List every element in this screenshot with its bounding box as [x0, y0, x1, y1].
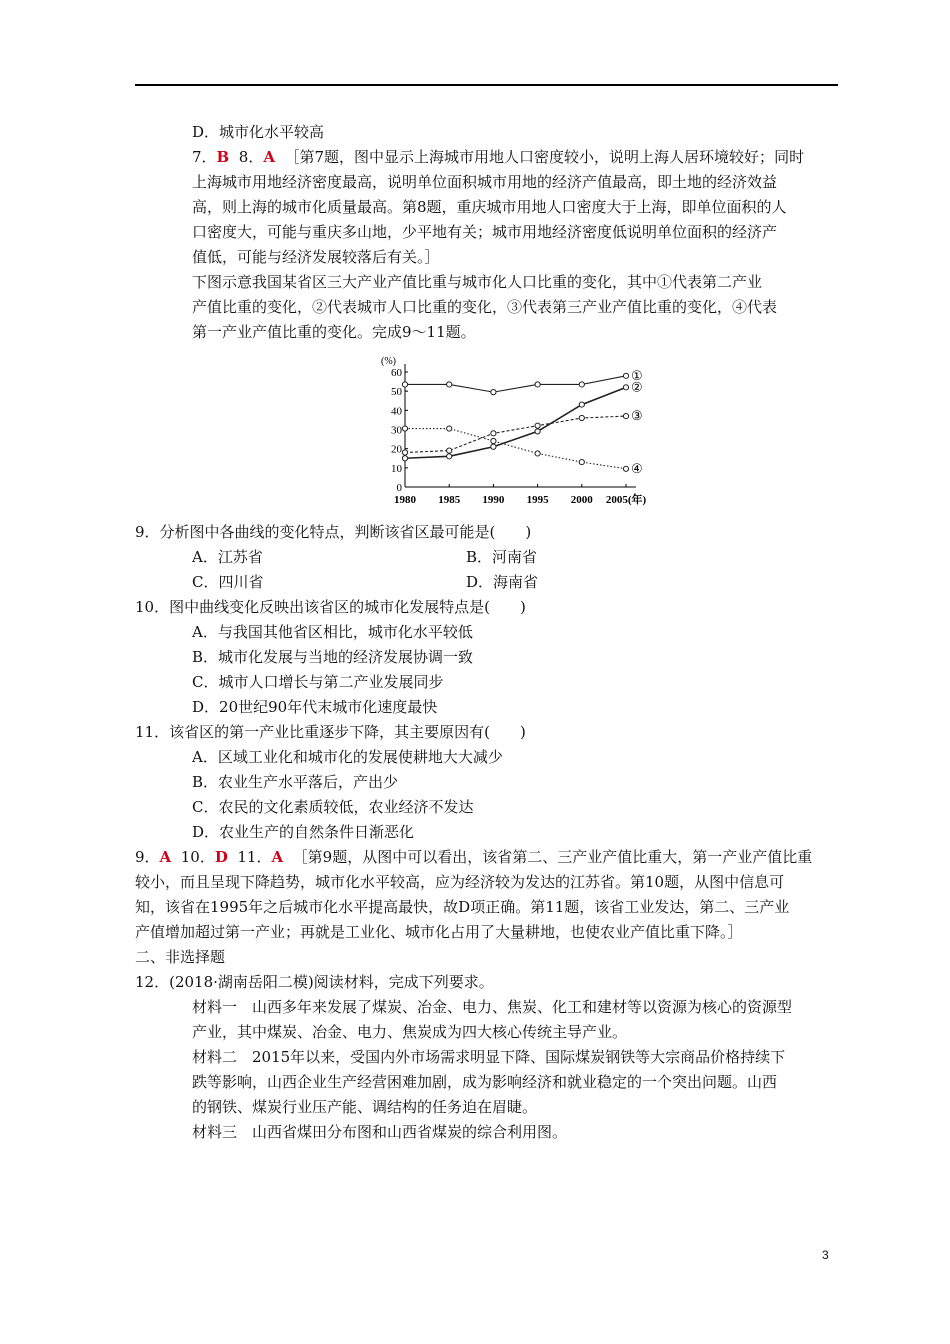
answer-9-num: 9．: [135, 848, 160, 866]
answer-8-value: A: [263, 148, 275, 166]
question-10-option-c: C．城市人口增长与第二产业发展同步: [192, 673, 444, 691]
series-line-1: [405, 376, 626, 392]
answer-7-8-line: [192, 145, 804, 170]
series-2-point: [491, 444, 496, 449]
series-3-point: [579, 415, 584, 420]
chart-series: [402, 368, 642, 476]
answer-7-num: 7．: [192, 148, 217, 166]
question-11-option-a: A．区域工业化和城市化的发展使耕地大大减少: [192, 748, 503, 766]
series-4-point: [491, 438, 496, 443]
question-10-option-d: D．20世纪90年代末城市化速度最快: [192, 698, 438, 716]
series-label-1: ①: [631, 367, 643, 383]
x-tick-label: 1990: [482, 494, 505, 506]
material-2-line: 的钢铁、煤炭行业压产能、调结构的任务迫在眉睫。: [192, 1098, 538, 1116]
answer-10-num: 10．: [180, 848, 215, 866]
question-9-option-b: B．河南省: [466, 548, 538, 566]
y-tick-label: 10: [391, 462, 402, 475]
question-10-stem: 10．图中曲线变化反映出该省区的城市化发展特点是( ): [135, 598, 526, 616]
header-rule: [135, 84, 838, 86]
x-tick-label: 1995: [526, 494, 549, 506]
explanation-911-line: 较小，而且呈现下降趋势，城市化水平较高，应为经济较为发达的江苏省。第10题，从图中信息可: [135, 873, 785, 891]
series-1-point: [535, 382, 540, 387]
x-tick-label: 2000: [570, 494, 593, 506]
answer-8-num: 8．: [238, 148, 264, 166]
series-2-point: [535, 429, 540, 434]
y-tick-label: 60: [391, 367, 402, 379]
x-tick-label: 2005(年): [605, 494, 647, 506]
x-tick-label: 1980: [394, 494, 416, 506]
explanation-78-line: 上海城市用地经济密度最高，说明单位面积城市用地的经济产值最高，即土地的经济效益: [192, 173, 778, 191]
series-1-point: [402, 382, 407, 387]
y-tick-label: 30: [391, 424, 402, 437]
series-label-2: ②: [631, 379, 643, 395]
material-3-line: 材料三 山西省煤田分布图和山西省煤炭的综合利用图。: [192, 1123, 568, 1141]
series-3-point: [623, 413, 628, 418]
answer-7-value: B: [216, 148, 230, 166]
series-3-point: [447, 448, 452, 453]
answer-11-value: A: [271, 848, 284, 866]
series-label-3: ③: [631, 408, 643, 424]
option-d-prev: D．城市化水平较高: [192, 123, 325, 141]
series-1-point: [447, 382, 452, 387]
explanation-78-line: 高，则上海的城市化质量最高。第8题，重庆城市用地人口密度大于上海，即单位面积的人: [192, 198, 787, 216]
intro-line: 产值比重的变化，②代表城市人口比重的变化，③代表第三产业产值比重的变化，④代表: [192, 298, 778, 316]
explanation-911-line: 产值增加超过第一产业；再就是工业化、城市化占用了大量耕地，也使农业产值比重下降。］: [135, 923, 743, 941]
series-1-point: [623, 373, 628, 378]
series-2-point: [623, 385, 628, 390]
series-4-point: [447, 426, 452, 431]
question-9-stem: 9．分析图中各曲线的变化特点，判断该省区最可能是( ): [135, 523, 532, 541]
question-11-option-d: D．农业生产的自然条件日渐恶化: [192, 823, 415, 841]
question-10-option-b: B．城市化发展与当地的经济发展协调一致: [192, 648, 474, 666]
industry-urbanization-chart: [370, 352, 670, 512]
material-2-line: 跌等影响，山西企业生产经营困难加剧，成为影响经济和就业稳定的一个突出问题。山西: [192, 1073, 778, 1091]
x-tick-label: 1985: [438, 494, 461, 506]
page-number: 3: [822, 1248, 829, 1262]
series-2-point: [402, 456, 407, 461]
question-11-option-c: C．农民的文化素质较低，农业经济不发达: [192, 798, 474, 816]
y-tick-label: 20: [391, 443, 402, 456]
explanation-911-line: 知，该省在1995年之后城市化水平提高最快，故D项正确。第11题，该省工业发达，第二、三产业: [135, 898, 790, 916]
answer-11-num: 11．: [237, 848, 272, 866]
question-12-stem: 12．(2018·湖南岳阳二模)阅读材料，完成下列要求。: [135, 973, 494, 991]
y-axis-label: (%): [381, 356, 396, 367]
question-9-option-a: A．江苏省: [192, 548, 263, 566]
explanation-78-line: ［第7题，图中显示上海城市用地人口密度较小，说明上海人居环境较好；同时: [284, 148, 805, 166]
question-10-option-a: A．与我国其他省区相比，城市化水平较低: [192, 623, 473, 641]
series-4-point: [579, 459, 584, 464]
series-1-point: [491, 390, 496, 395]
explanation-911-line: ［第9题，从图中可以看出，该省第二、三产业产值比重大，第一产业产值比重: [292, 848, 813, 866]
question-11-stem: 11．该省区的第一产业比重逐步下降，其主要原因有( ): [135, 723, 526, 741]
intro-line: 下图示意我国某省区三大产业产值比重与城市化人口比重的变化，其中①代表第二产业: [192, 273, 763, 291]
series-label-4: ④: [631, 460, 643, 476]
material-1-line: 材料一 山西多年来发展了煤炭、冶金、电力、焦炭、化工和建材等以资源为核心的资源型: [192, 998, 793, 1016]
question-11-option-b: B．农业生产水平落后，产出少: [192, 773, 399, 791]
series-2-point: [447, 454, 452, 459]
y-tick-label: 40: [391, 405, 402, 418]
explanation-78-line: 口密度大，可能与重庆多山地，少平地有关；城市用地经济密度低说明单位面积的经济产: [192, 223, 778, 241]
material-1-line: 产业，其中煤炭、冶金、电力、焦炭成为四大核心传统主导产业。: [192, 1023, 628, 1041]
section-heading: 二、非选择题: [135, 948, 226, 966]
y-tick-label: 50: [391, 386, 402, 399]
explanation-78-line: 值低，可能与经济发展较落后有关。］: [192, 248, 440, 266]
answer-9-value: A: [159, 848, 172, 866]
answer-10-value: D: [214, 848, 228, 866]
material-2-line: 材料二 2015年以来，受国内外市场需求明显下降、国际煤炭钢铁等大宗商品价格持续下: [192, 1048, 786, 1066]
series-1-point: [579, 382, 584, 387]
series-3-point: [491, 431, 496, 436]
intro-line: 第一产业产值比重的变化。完成9～11题。: [192, 323, 476, 341]
chart-axes: [381, 356, 646, 506]
series-3-point: [535, 423, 540, 428]
question-9-option-c: C．四川省: [192, 573, 264, 591]
answer-9-11-line: [135, 845, 812, 870]
series-2-point: [579, 402, 584, 407]
series-3-point: [402, 450, 407, 455]
series-line-4: [405, 429, 626, 469]
y-tick-label: 0: [396, 482, 402, 494]
series-4-point: [535, 451, 540, 456]
question-9-option-d: D．海南省: [466, 573, 539, 591]
series-4-point: [623, 466, 628, 471]
series-4-point: [402, 426, 407, 431]
